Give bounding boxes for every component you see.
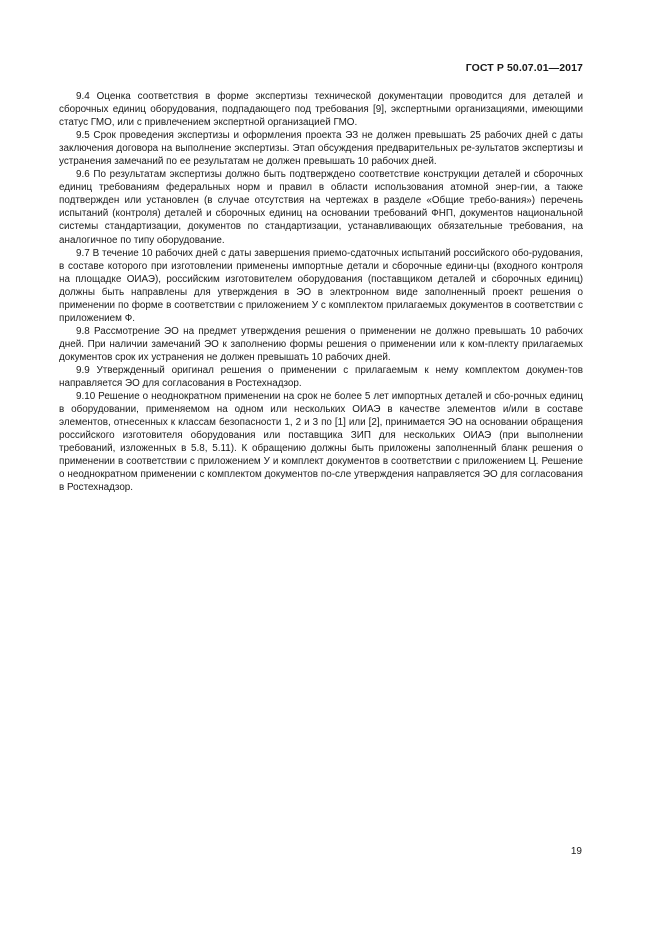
page-number: 19 [570,846,582,857]
paragraph-9-6: 9.6 По результатам экспертизы должно быть подтверждено соответствие конструкции деталей и сборочных единиц требованиям федеральных норм и правил в области использования атомной энер-гии, а также подтвержден или установлен (в случае отсутствия на чертежах в разделе «Общие требо-вания») перечень испытаний (контроля) деталей и сборочных единиц на основании требований ФНП, документов национальной системы стандартизации, документов по стандартизации, устанавливающих обязательные требования, на аналогичное по типу оборудование. [59,169,583,246]
paragraph-9-5: 9.5 Срок проведения экспертизы и оформления проекта ЭЗ не должен превышать 25 рабочих дней с даты заключения договора на выполнение экспертизы. Этап обсуждения предварительных ре-зультатов экспертизы и устранения замечаний по ее результатам не должен превышать 10 рабочих дней. [59,130,583,168]
standard-designation: ГОСТ Р 50.07.01—2017 [465,62,583,74]
paragraph-9-7: 9.7 В течение 10 рабочих дней с даты завершения приемо-сдаточных испытаний российского обо-рудования, в составе которого при изготовлении применены импортные детали и сборочные едини-цы (входного контроля на площадке ОИАЭ), российским изготовителем оборудования (поставщиком деталей и сборочных единиц) должны быть направлены для утверждения в ЭО в электронном виде заполненный проект решения о применении по форме в соответствии с приложением У с комплектом прилагаемых документов в соответствии с приложением Ф. [59,247,583,324]
paragraph-9-9: 9.9 Утвержденный оригинал решения о применении с прилагаемым к нему комплектом докумен-тов направляется ЭО для согласования в Ростехнадзор. [59,364,583,390]
paragraph-9-8: 9.8 Рассмотрение ЭО на предмет утверждения решения о применении не должно превышать 10 рабочих дней. При наличии замечаний ЭО к заполнению формы решения о применении или к ком-плекту прилагаемых документов срок их устранения не должен превышать 10 рабочих дней. [59,325,583,363]
document-body [59,90,583,494]
paragraph-9-10: 9.10 Решение о неоднократном применении на срок не более 5 лет импортных деталей и сбо-рочных единиц в оборудовании, применяемом на одном или нескольких ОИАЭ в качестве элементов и/или в составе элементов, отнесенных к классам безопасности 1, 2 и 3 по [1] или [2], принимается ЭО на основании обращения российского изготовителя оборудования или поставщика ЗИП для нескольких ОИАЭ (при выполнении требований, изложенных в 5.8, 5.11). К обращению должны быть приложены заполненный бланк решения о применении в соответствии с приложением У и комплект документов в соответствии с приложением Ц. Решение о неоднократном применении с комплектом документов по-сле утверждения направляется ЭО для согласования в Ростехнадзор. [59,391,583,494]
paragraph-9-4: 9.4 Оценка соответствия в форме экспертизы технической документации проводится для деталей и сборочных единиц оборудования, подпадающего под требования [9], экспертными организациями, имеющими статус ГМО, или с привлечением экспертной организацией ГМО. [59,91,583,129]
